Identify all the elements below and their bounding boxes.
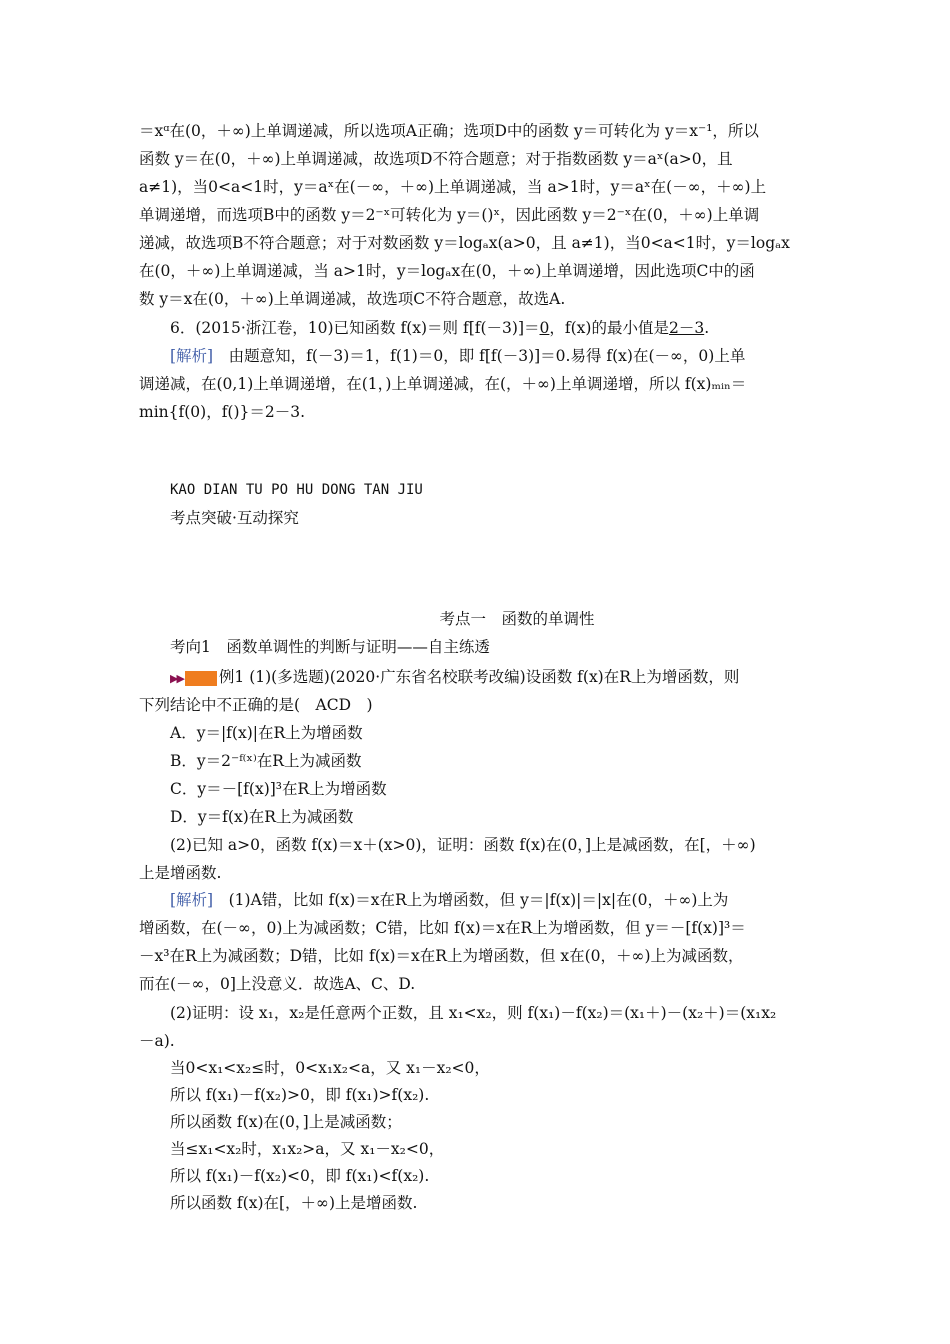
para-line-2: 函数 y＝在(0，＋∞)上单调递减，故选项D不符合题意；对于指数函数 y＝aˣ(a>0，且: [139, 150, 733, 168]
section-pinyin: KAO DIAN TU PO HU DONG TAN JIU: [170, 482, 423, 498]
proof-line-2: －a).: [139, 1032, 175, 1050]
topic-direction: 考向1 函数单调性的判断与证明——自主练透: [170, 638, 490, 656]
question-6-text: 6．(2015·浙江卷，10)已知函数 f(x)＝则 f[f(－3)]＝: [170, 319, 540, 337]
para-line-1: ＝xᵅ在(0，＋∞)上单调递减，所以选项A正确；选项D中的函数 y＝可转化为 y＝x⁻¹，所以: [139, 122, 759, 140]
solution-line-3: －x³在R上为减函数；D错，比如 f(x)＝x在R上为增函数，但 x在(0，＋∞)上为减函数，: [139, 947, 744, 965]
q6-analysis-text-1: 由题意知，f(－3)＝1，f(1)＝0，即 f[f(－3)]＝0.易得 f(x)在(－∞，0)上单: [213, 347, 746, 365]
para-line-7: 数 y＝x在(0，＋∞)上单调递减，故选项C不符合题意，故选A.: [139, 290, 566, 308]
question-6-answer-2: 2－3: [668, 319, 705, 337]
option-b: B．y＝2⁻ᶠ⁽ˣ⁾在R上为减函数: [170, 752, 362, 770]
solution-line-1: [170, 890, 846, 910]
para-line-4: 单调递增，而选项B中的函数 y＝2⁻ˣ可转化为 y＝()ˣ，因此函数 y＝2⁻ˣ在(0，＋∞)上单调: [139, 206, 760, 224]
solution-line-4: 而在(－∞，0]上没意义．故选A、C、D.: [139, 975, 416, 993]
option-c: C．y＝－[f(x)]³在R上为增函数: [170, 780, 387, 798]
example-1-text: 例1 (1)(多选题)(2020·广东省名校联考改编)设函数 f(x)在R上为增函数，则: [218, 668, 740, 686]
solution-line-2: 增函数，在(－∞，0)上为减函数；C错，比如 f(x)＝x在R上为增函数，但 y＝－[f(x)]³＝: [139, 919, 746, 937]
question-6-answer-1: 0: [539, 319, 550, 337]
example-1-line-2: 下列结论中不正确的是( ACD ): [139, 696, 373, 714]
option-a: A．y＝|f(x)|在R上为增函数: [170, 724, 363, 742]
question-6-mid: ，f(x)的最小值是: [549, 319, 669, 337]
question-6-end: .: [704, 319, 710, 337]
proof-line-6: 当≤x₁<x₂时，x₁x₂>a，又 x₁－x₂<0，: [170, 1140, 445, 1158]
q6-analysis-line-2: 调递减，在(0,1)上单调递增，在(1，)上单调递减，在(，＋∞)上单调递增，所以 f(x)ₘᵢₙ＝: [139, 375, 747, 393]
proof-line-5: 所以函数 f(x)在(0，]上是减函数；: [170, 1113, 402, 1131]
solution-tag: [解析]: [170, 891, 214, 909]
topic-title: 考点一 函数的单调性: [439, 610, 595, 628]
example-part2-line-1: (2)已知 a>0，函数 f(x)＝x＋(x>0)，证明：函数 f(x)在(0，]上是减函数，在[，＋∞): [170, 836, 756, 854]
proof-line-7: 所以 f(x₁)－f(x₂)<0，即 f(x₁)<f(x₂).: [170, 1167, 430, 1185]
para-line-3: a≠1)，当0<a<1时，y＝aˣ在(－∞，＋∞)上单调递减，当 a>1时，y＝aˣ在(－∞，＋∞)上: [139, 178, 767, 196]
proof-line-4: 所以 f(x₁)－f(x₂)>0，即 f(x₁)>f(x₂).: [170, 1086, 430, 1104]
question-6: [170, 318, 846, 338]
q6-analysis-line-3: min{f(0)，f()}＝2－3.: [139, 403, 306, 421]
para-line-5: 递减，故选项B不符合题意；对于对数函数 y＝logₐx(a>0，且 a≠1)，当0<a<1时，y＝logₐx: [139, 234, 790, 252]
example-part2-line-2: 上是增函数.: [139, 864, 222, 882]
analysis-tag: [解析]: [170, 347, 214, 365]
para-line-6: 在(0，＋∞)上单调递减，当 a>1时，y＝logₐx在(0，＋∞)上单调递增，因此选项C中的函: [139, 262, 755, 280]
solution-text-1: (1)A错，比如 f(x)＝x在R上为增函数，但 y＝|f(x)|＝|x|在(0，＋∞)上为: [213, 891, 729, 909]
example-marker-icon: ▶▶: [170, 667, 217, 689]
q6-analysis-line-1: [170, 346, 846, 366]
example-1-line-1: [170, 667, 846, 689]
option-d: D．y＝f(x)在R上为减函数: [170, 808, 354, 826]
proof-line-3: 当0<x₁<x₂≤时，0<x₁x₂<a，又 x₁－x₂<0，: [170, 1059, 490, 1077]
section-title: 考点突破·互动探究: [170, 509, 299, 527]
proof-line-1: (2)证明：设 x₁，x₂是任意两个正数，且 x₁<x₂，则 f(x₁)－f(x₂)＝(x₁＋)－(x₂＋)＝(x₁x₂: [170, 1004, 777, 1022]
proof-line-8: 所以函数 f(x)在[，＋∞)上是增函数.: [170, 1194, 418, 1212]
